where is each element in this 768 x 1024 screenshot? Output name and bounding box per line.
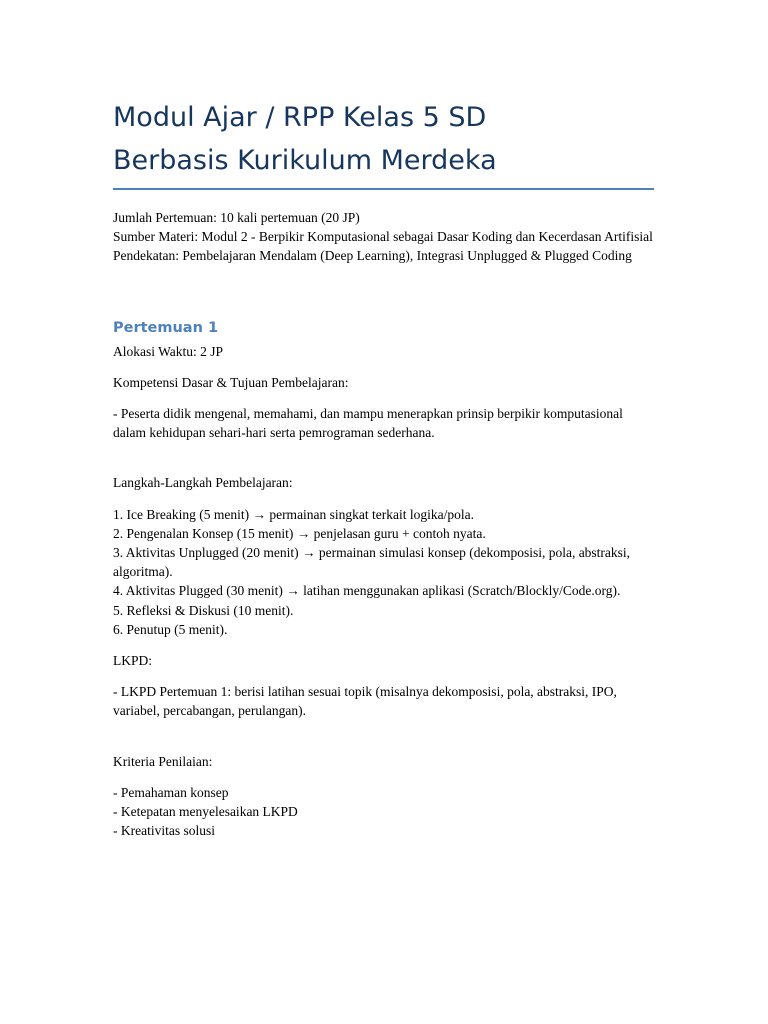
meta-pendekatan: Pendekatan: Pembelajaran Mendalam (Deep Learning), Integrasi Unplugged & Plugged Coding xyxy=(113,248,632,264)
section-pertemuan-1 xyxy=(113,318,658,841)
document-page xyxy=(113,96,658,840)
alokasi-waktu: Alokasi Waktu: 2 JP xyxy=(113,343,224,359)
document-meta xyxy=(113,208,658,266)
lkpd-text: - LKPD Pertemuan 1: berisi latihan sesuai topik (misalnya dekomposisi, pola, abstraksi, IPO, variabel, percabangan, perulangan). xyxy=(113,684,617,719)
kriteria-label: Kriteria Penilaian: xyxy=(113,753,213,769)
section-heading: Pertemuan 1 xyxy=(113,319,219,336)
kompetensi-label: Kompetensi Dasar & Tujuan Pembelajaran: xyxy=(113,374,349,390)
document-title xyxy=(113,96,658,182)
title-line-1: Modul Ajar / RPP Kelas 5 SD xyxy=(113,102,487,133)
kriteria-list: - Pemahaman konsep - Ketepatan menyelesaikan LKPD - Kreativitas solusi xyxy=(113,784,298,839)
langkah-list: 1. Ice Breaking (5 menit) → permainan singkat terkait logika/pola. 2. Pengenalan Konsep (15 menit) → penjelasan guru + contoh nyata. 3. Aktivitas Unplugged (20 menit) → permainan simulasi konsep (dekomposisi, pola, abstraksi, algoritma). 4. Aktivitas Plugged (30 menit) → latihan menggunakan aplikasi (Scratch/Blockly/Code.org). 5. Refleksi & Diskusi (10 menit). 6. Penutup (5 menit). xyxy=(113,506,631,637)
title-divider xyxy=(113,188,654,190)
title-line-2: Berbasis Kurikulum Merdeka xyxy=(113,145,497,176)
meta-sumber-materi: Sumber Materi: Modul 2 - Berpikir Komputasional sebagai Dasar Koding dan Kecerdasan Artifisial xyxy=(113,229,653,245)
lkpd-label: LKPD: xyxy=(113,653,153,669)
meta-jumlah-pertemuan: Jumlah Pertemuan: 10 kali pertemuan (20 JP) xyxy=(113,210,360,225)
kompetensi-text: - Peserta didik mengenal, memahami, dan mampu menerapkan prinsip berpikir komputasional dalam kehidupan sehari-hari serta pemrograman sederhana. xyxy=(113,406,623,441)
langkah-label: Langkah-Langkah Pembelajaran: xyxy=(113,475,293,491)
